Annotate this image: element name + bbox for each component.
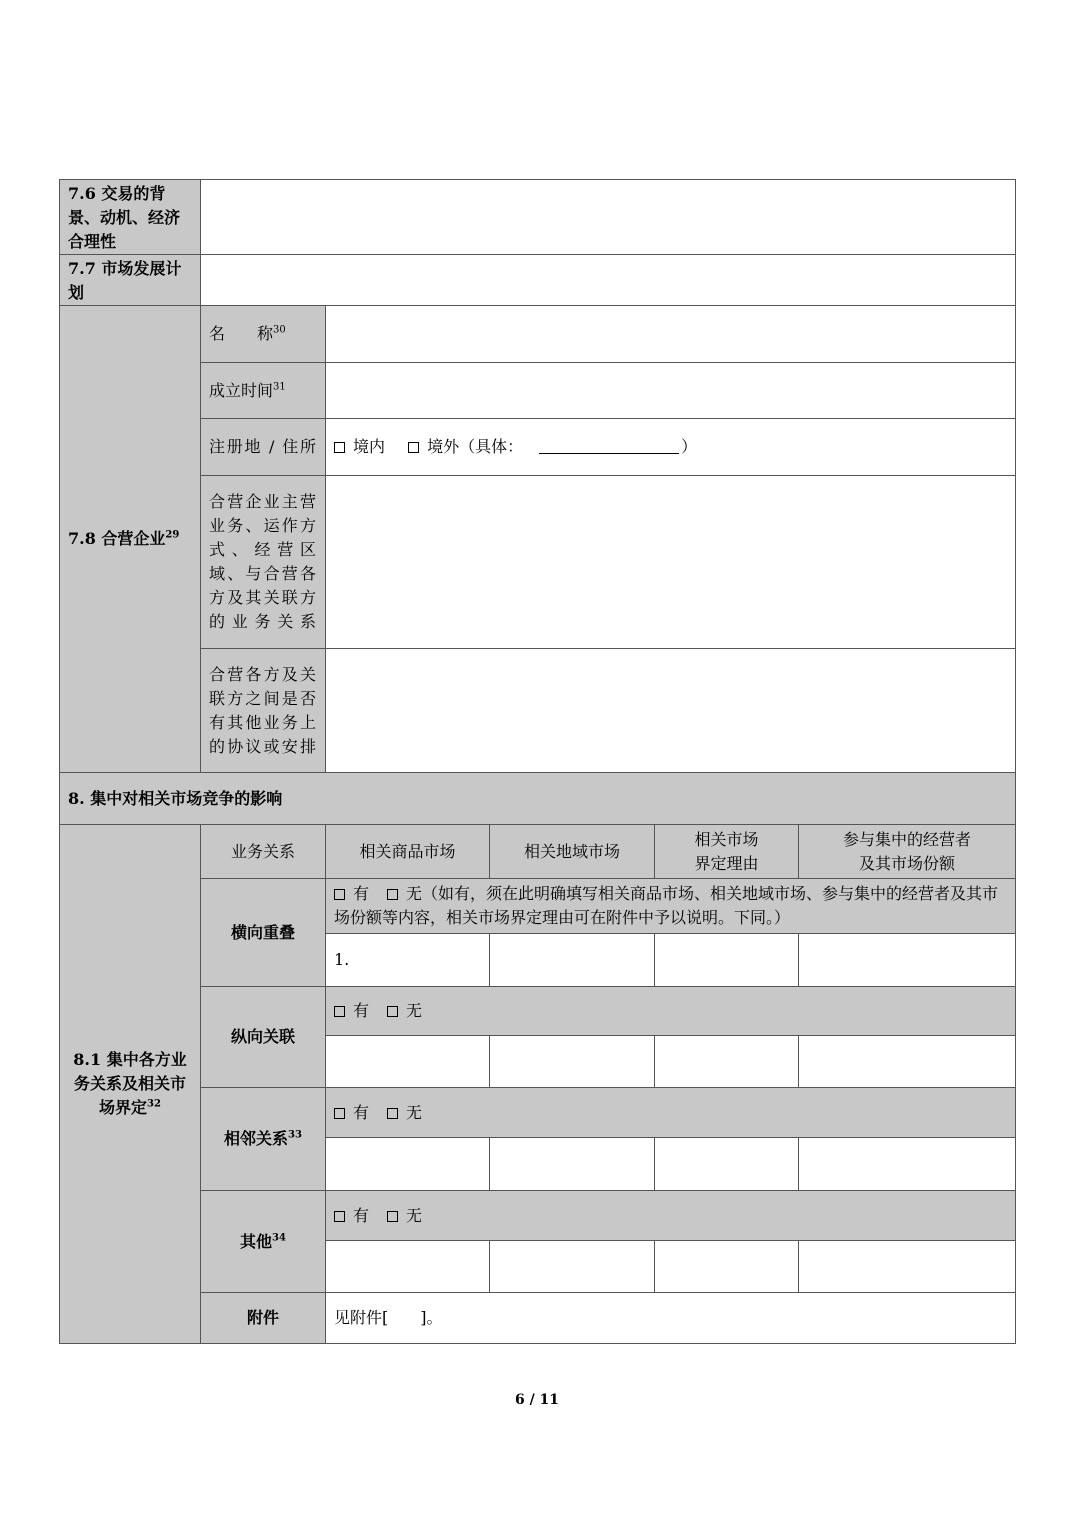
other-row-product[interactable] bbox=[326, 1241, 490, 1293]
page-number: 6 / 11 bbox=[514, 1392, 560, 1408]
domestic-checkbox[interactable] bbox=[334, 442, 345, 453]
domestic-option: 境内 bbox=[353, 437, 386, 456]
vertical-row-product[interactable] bbox=[326, 1036, 490, 1088]
other-no-label: 无 bbox=[406, 1205, 423, 1225]
vertical-yes-checkbox[interactable] bbox=[334, 1006, 345, 1017]
horizontal-row1-participants[interactable] bbox=[799, 934, 1016, 987]
jv-business-label: 合营企业主营业务、运作方式、经营区域、与合营各方及其关联方的业务关系 bbox=[201, 476, 326, 649]
s76-field[interactable] bbox=[201, 180, 1016, 255]
s78-label: 7.8 合营企业$^{29}$ bbox=[60, 306, 201, 773]
overseas-checkbox[interactable] bbox=[408, 442, 419, 453]
other-label: 其他$^{34}$ bbox=[201, 1191, 326, 1293]
horizontal-label: 横向重叠 bbox=[201, 879, 326, 987]
adjacent-row-reason[interactable] bbox=[655, 1138, 799, 1191]
other-yes-checkbox[interactable] bbox=[334, 1211, 345, 1222]
s77-label: 7.7 市场发展计划 bbox=[60, 255, 201, 306]
jv-name-label: 名 称$^{30}$ bbox=[201, 306, 326, 363]
adjacent-label: 相邻关系$^{33}$ bbox=[201, 1088, 326, 1191]
jv-name-field[interactable] bbox=[326, 306, 1016, 363]
registry-close: ） bbox=[681, 437, 698, 456]
adjacent-row-participants[interactable] bbox=[799, 1138, 1016, 1191]
horizontal-yes-checkbox[interactable] bbox=[334, 889, 345, 900]
other-options bbox=[326, 1191, 1016, 1241]
adjacent-row-geo[interactable] bbox=[490, 1138, 655, 1191]
horizontal-options bbox=[326, 879, 1016, 934]
attachment-field[interactable]: 见附件[ ]。 bbox=[326, 1293, 1016, 1344]
adjacent-row-product[interactable] bbox=[326, 1138, 490, 1191]
overseas-option: 境外（具体： bbox=[427, 437, 524, 456]
header-reason: 相关市场 界定理由 bbox=[655, 825, 799, 879]
jv-registry-label: 注册地 / 住所 bbox=[201, 419, 326, 476]
attachment-label: 附件 bbox=[201, 1293, 326, 1344]
jv-agreements-field[interactable] bbox=[326, 649, 1016, 773]
jv-registry-field bbox=[326, 419, 1016, 476]
vertical-no-label: 无 bbox=[406, 1001, 423, 1020]
horizontal-row1-product[interactable]: 1. bbox=[326, 934, 490, 987]
vertical-label: 纵向关联 bbox=[201, 987, 326, 1088]
other-row-geo[interactable] bbox=[490, 1241, 655, 1293]
horizontal-no-label: 无 bbox=[406, 884, 423, 903]
horizontal-yes-label: 有 bbox=[353, 884, 370, 903]
application-form-table bbox=[59, 179, 1016, 1344]
adjacent-no-checkbox[interactable] bbox=[387, 1108, 398, 1119]
jv-agreements-label: 合营各方及关联方之间是否有其他业务上的协议或安排 bbox=[201, 649, 326, 773]
jv-established-label: 成立时间$^{31}$ bbox=[201, 363, 326, 419]
s76-label: 7.6 交易的背景、动机、经济合理性 bbox=[60, 180, 201, 255]
horizontal-note: （如有，须在此明确填写相关商品市场、相关地域市场、参与集中的经营者及其市场份额等内容，相关市场界定理由可在附件中予以说明。下同。） bbox=[334, 884, 999, 927]
horizontal-row1-reason[interactable] bbox=[655, 934, 799, 987]
other-row-participants[interactable] bbox=[799, 1241, 1016, 1293]
vertical-yes-label: 有 bbox=[353, 1001, 370, 1020]
s8-title: 8. 集中对相关市场竞争的影响 bbox=[60, 773, 1016, 825]
horizontal-no-checkbox[interactable] bbox=[387, 889, 398, 900]
jv-established-field[interactable] bbox=[326, 363, 1016, 419]
header-participants: 参与集中的经营者 及其市场份额 bbox=[799, 825, 1016, 879]
jv-business-field[interactable] bbox=[326, 476, 1016, 649]
vertical-row-reason[interactable] bbox=[655, 1036, 799, 1088]
overseas-detail-input[interactable] bbox=[539, 437, 679, 454]
horizontal-row1-geo[interactable] bbox=[490, 934, 655, 987]
s77-field[interactable] bbox=[201, 255, 1016, 306]
header-relation: 业务关系 bbox=[201, 825, 326, 879]
adjacent-yes-label: 有 bbox=[353, 1102, 370, 1122]
adjacent-no-label: 无 bbox=[406, 1102, 423, 1122]
s81-label: 8.1 集中各方业务关系及相关市场界定$^{32}$ bbox=[60, 825, 201, 1344]
other-row-reason[interactable] bbox=[655, 1241, 799, 1293]
vertical-options bbox=[326, 987, 1016, 1036]
other-no-checkbox[interactable] bbox=[387, 1211, 398, 1222]
header-geo-market: 相关地域市场 bbox=[490, 825, 655, 879]
other-yes-label: 有 bbox=[353, 1205, 370, 1225]
adjacent-options bbox=[326, 1088, 1016, 1138]
vertical-no-checkbox[interactable] bbox=[387, 1006, 398, 1017]
vertical-row-participants[interactable] bbox=[799, 1036, 1016, 1088]
header-product-market: 相关商品市场 bbox=[326, 825, 490, 879]
adjacent-yes-checkbox[interactable] bbox=[334, 1108, 345, 1119]
vertical-row-geo[interactable] bbox=[490, 1036, 655, 1088]
